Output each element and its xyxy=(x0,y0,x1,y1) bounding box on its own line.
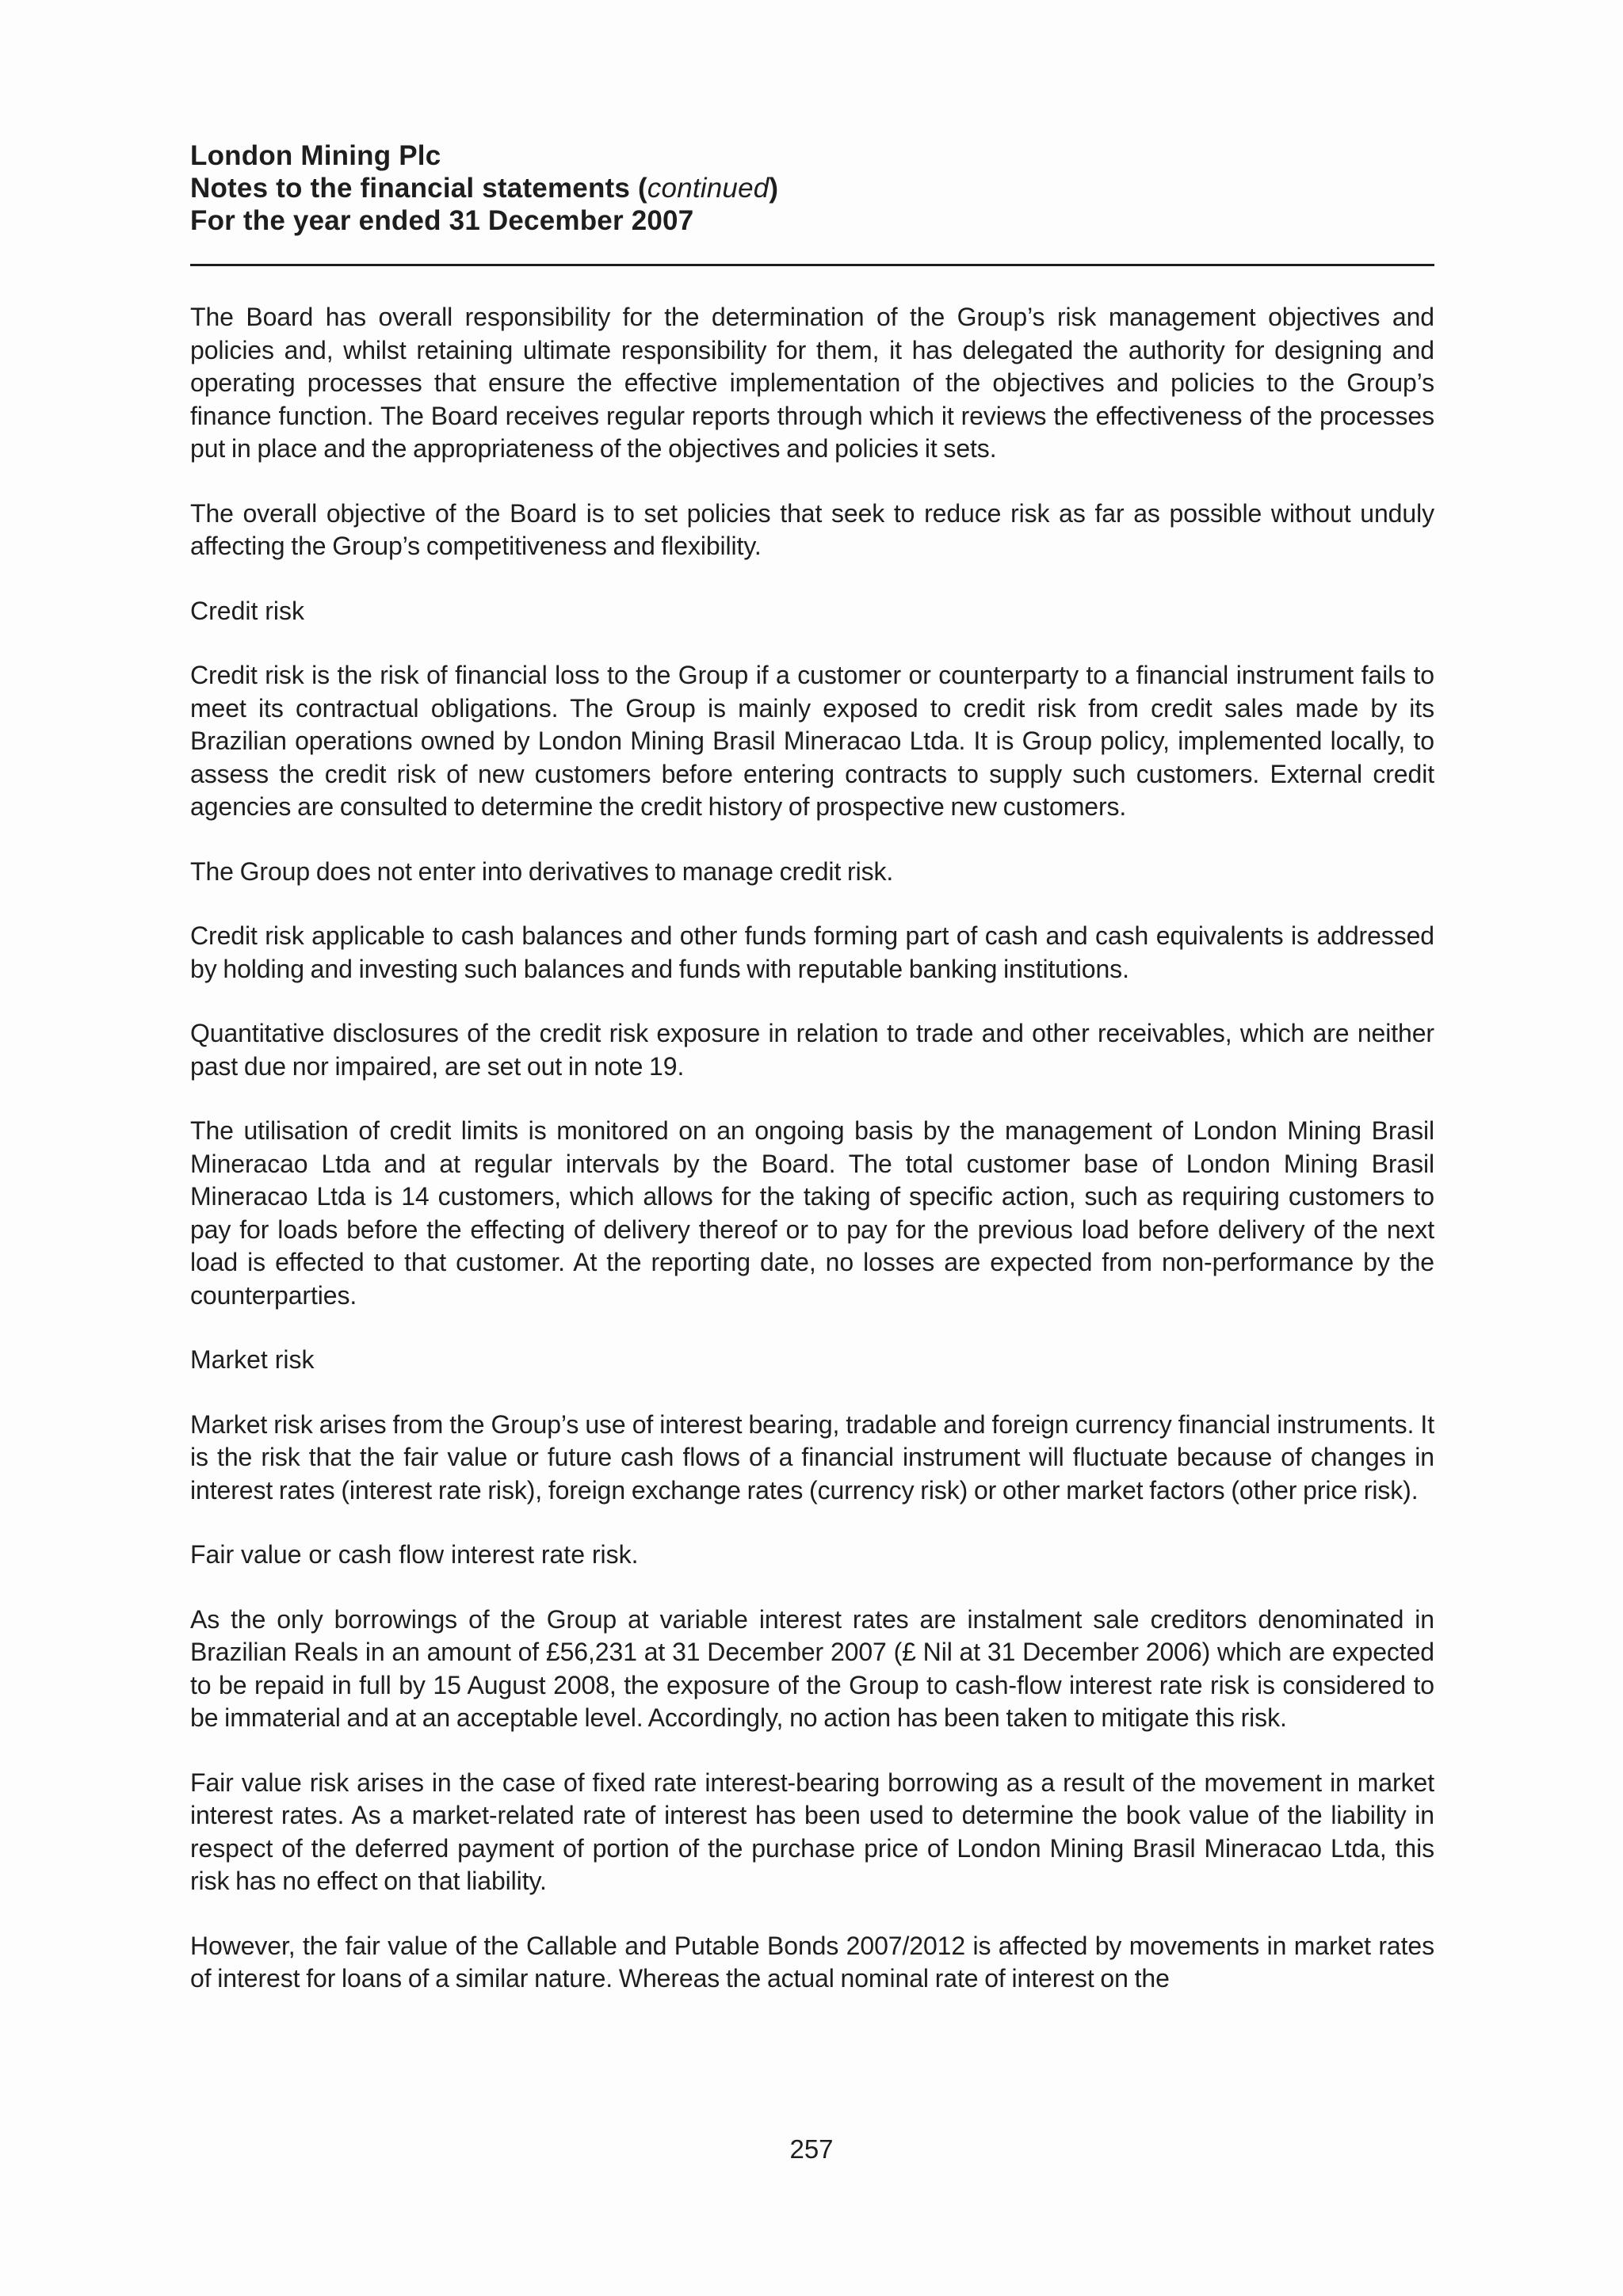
paragraph-market-risk-definition: Market risk arises from the Group’s use of interest bearing, tradable and foreign currency financial instruments. It is the risk that the fair value or future cash flows of a financial instrument will fluctuate because of changes in interest rates (interest rate risk), foreign exchange rates (currency risk) or other market factors (other price risk). xyxy=(190,1409,1434,1505)
section-heading-credit-risk: Credit risk xyxy=(190,596,305,625)
notes-title-close: ) xyxy=(769,173,779,204)
paragraph-callable-bonds: However, the fair value of the Callable and Putable Bonds 2007/2012 is affected by movements in market rates of interest for loans of a similar nature. Whereas the actual nominal rate of interest on the xyxy=(190,1931,1434,1993)
notes-title xyxy=(190,172,1434,204)
paragraph-fair-value-risk: Fair value risk arises in the case of fixed rate interest-bearing borrowing as a result of the movement in market interest rates. As a market-related rate of interest has been used to determine the book value of the liability in respect of the deferred payment of portion of the purchase price of London Mining Brasil Mineracao Ltda, this risk has no effect on that liability. xyxy=(190,1768,1434,1895)
section-heading-market-risk: Market risk xyxy=(190,1345,315,1374)
paragraph-board-responsibility: The Board has overall responsibility for the determination of the Group’s risk management objectives and policies and, whilst retaining ultimate responsibility for them, it has delegated the authority for designing and operating processes that ensure the effective implementation of the objectives and policies to the Group’s finance function. The Board receives regular reports through which it reviews the effectiveness of the processes put in place and the appropriateness of the objectives and policies it sets. xyxy=(190,303,1434,463)
header-divider xyxy=(190,264,1434,266)
page-number: 257 xyxy=(789,2134,834,2164)
paragraph-variable-borrowings: As the only borrowings of the Group at variable interest rates are instalment sale creditors denominated in Brazilian Reals in an amount of £56,231 at 31 December 2007 (£ Nil at 31 December 2006) which are expected to be repaid in full by 15 August 2008, the exposure of the Group to cash-flow interest rate risk is considered to be immaterial and at an acceptable level. Accordingly, no action has been taken to mitigate this risk. xyxy=(190,1604,1434,1732)
paragraph-credit-risk-definition: Credit risk is the risk of financial loss to the Group if a customer or counterparty to a financial instrument fails to meet its contractual obligations. The Group is mainly exposed to credit risk from credit sales made by its Brazilian operations owned by London Mining Brasil Mineracao Ltda. It is Group policy, implemented locally, to assess the credit risk of new customers before entering contracts to supply such customers. External credit agencies are consulted to determine the credit history of prospective new customers. xyxy=(190,661,1434,821)
page-header xyxy=(190,139,1434,237)
company-name: London Mining Plc xyxy=(190,140,441,171)
paragraph-quantitative-disclosures: Quantitative disclosures of the credit risk exposure in relation to trade and other receivables, which are neither past due nor impaired, are set out in note 19. xyxy=(190,1019,1434,1081)
notes-title-text: Notes to the financial statements ( xyxy=(190,173,647,204)
paragraph-derivatives: The Group does not enter into derivatives to manage credit risk. xyxy=(190,856,894,886)
reporting-period: For the year ended 31 December 2007 xyxy=(190,205,694,236)
paragraph-overall-objective: The overall objective of the Board is to set policies that seek to reduce risk as far as possible without unduly affecting the Group’s competitiveness and flexibility. xyxy=(190,498,1434,560)
section-heading-fair-value: Fair value or cash flow interest rate risk. xyxy=(190,1540,639,1569)
document-body xyxy=(190,301,1434,2027)
paragraph-cash-balances: Credit risk applicable to cash balances and other funds forming part of cash and cash equivalents is addressed by holding and investing such balances and funds with reputable banking institutions. xyxy=(190,921,1434,983)
paragraph-credit-limits: The utilisation of credit limits is monitored on an ongoing basis by the management of London Mining Brasil Mineracao Ltda and at regular intervals by the Board. The total customer base of London Mining Brasil Mineracao Ltda is 14 customers, which allows for the taking of specific action, such as requiring customers to pay for loads before the effecting of delivery thereof or to pay for the previous load before delivery of the next load is effected to that customer. At the reporting date, no losses are expected from non-performance by the counterparties. xyxy=(190,1116,1434,1310)
notes-continued: continued xyxy=(647,173,769,204)
